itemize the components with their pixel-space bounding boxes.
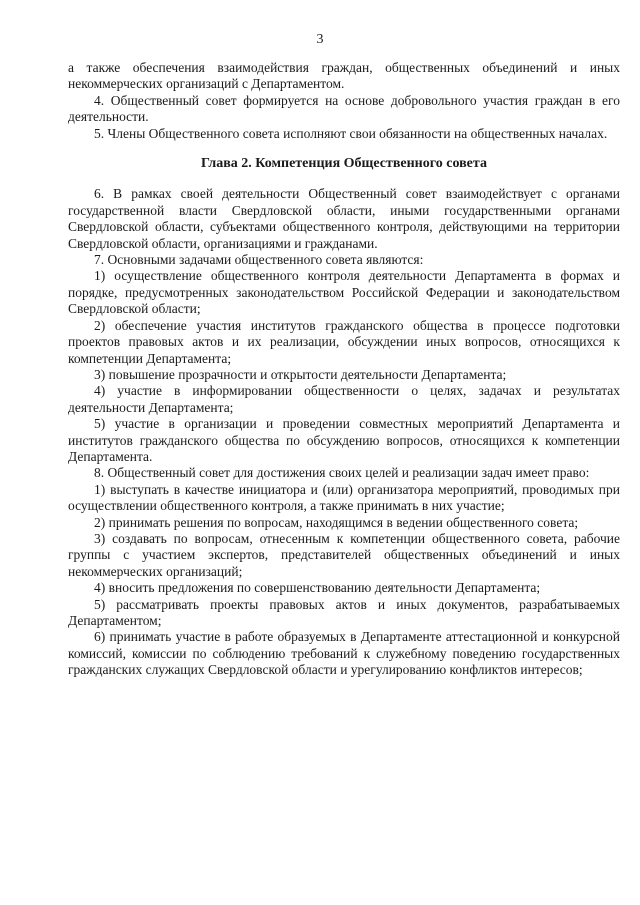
chapter-heading: Глава 2. Компетенция Общественного совета (201, 156, 487, 172)
paragraph: 5. Члены Общественного совета исполняют свои обязанности на общественных началах. (94, 125, 608, 141)
paragraph: 6. В рамках своей деятельности Общественный совет взаимодействует с органами государственной власти Свердловской области, иными государственными органами Свердловской области, субъектами общественного контроля, действующими на территории Свердловской области, организациями и гражданами. (68, 186, 620, 251)
list-item: 2) обеспечение участия институтов гражданского общества в процессе подготовки проектов правовых актов и их реализации, обсуждении иных вопросов, относящихся к компетенции Департамента; (68, 317, 620, 366)
list-item: 3) создавать по вопросам, отнесенным к компетенции общественного совета, рабочие группы с участием экспертов, представителей общественных объединений и иных некоммерческих организаций; (68, 530, 620, 579)
paragraph: а также обеспечения взаимодействия граждан, общественных объединений и иных некоммерческих организаций с Департаментом. (68, 60, 620, 92)
list-item: 1) выступать в качестве инициатора и (или) организатора мероприятий, проводимых при осуществлении общественного контроля, а также принимать в них участие; (68, 481, 620, 514)
list-item: 2) принимать решения по вопросам, находящимся в ведении общественного совета; (94, 514, 579, 530)
list-item: 4) вносить предложения по совершенствованию деятельности Департамента; (94, 580, 541, 596)
list-item: 5) рассматривать проекты правовых актов и иных документов, разрабатываемых Департаментом; (68, 596, 620, 628)
list-item: 4) участие в информировании общественности о целях, задачах и результатах деятельности Департамента; (68, 383, 620, 415)
paragraph: 4. Общественный совет формируется на основе добровольного участия граждан в его деятельности. (68, 92, 620, 125)
page-number: 3 (316, 32, 324, 47)
document-body (68, 60, 620, 679)
list-item: 5) участие в организации и проведении совместных мероприятий Департамента и институтов гражданского общества по обсуждению вопросов, относящихся к компетенции Департамента. (68, 416, 620, 464)
paragraph: 8. Общественный совет для достижения своих целей и реализации задач имеет право: (94, 465, 590, 481)
paragraph: 7. Основными задачами общественного совета являются: (94, 252, 424, 268)
list-item: 3) повышение прозрачности и открытости деятельности Департамента; (94, 366, 507, 382)
list-item: 1) осуществление общественного контроля деятельности Департамента в формах и порядке, предусмотренных законодательством Российской Федерации и законодательством Свердловской области; (68, 268, 620, 317)
list-item: 6) принимать участие в работе образуемых в Департаменте аттестационной и конкурсной комиссий, комиссии по соблюдению требований к служебному поведению государственных гражданских служащих Свердловской области и урегулированию конфликтов интересов; (68, 629, 620, 678)
